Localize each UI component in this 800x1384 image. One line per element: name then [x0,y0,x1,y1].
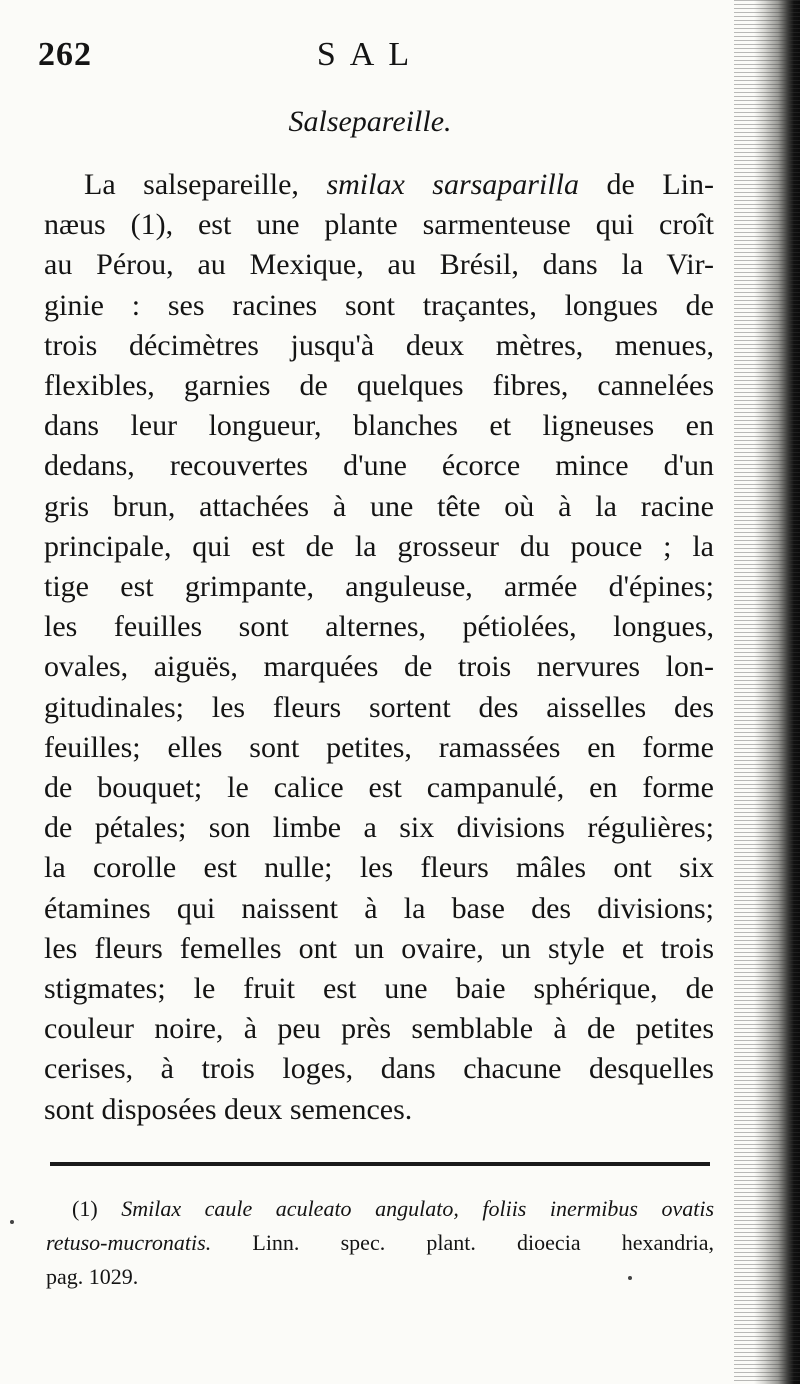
text-run: gris brun, attachées à une tête où à la racine [44,489,714,523]
text-run: étamines qui naissent à la base des divisions; [44,891,714,925]
body-line [44,889,714,929]
text-run: au Pérou, au Mexique, au Brésil, dans la Vir- [44,248,714,282]
text-run: sont disposées deux semences. [44,1092,413,1126]
body-line [44,527,714,567]
text-run: cerises, à trois loges, dans chacune desquelles [44,1052,714,1086]
footnote-line [46,1192,714,1226]
body-line [44,969,714,1009]
text-run: de Lin- [579,168,715,201]
body-line [44,165,714,205]
body-line [44,607,714,647]
body-line [44,848,714,888]
body-line [44,728,714,768]
section-title: Salsepareille. [288,105,452,138]
footnote-separator-rule [50,1162,710,1166]
print-speck [628,1276,632,1280]
body-line [44,1090,714,1130]
text-run: ovales, aiguës, marquées de trois nervures lon- [44,650,714,684]
body-line [44,808,714,848]
body-line [44,406,714,446]
italic-text: smilax sarsaparilla [326,168,579,201]
book-binding-edge [734,0,800,1384]
text-run: (1) [72,1196,122,1221]
footnote [46,1192,714,1294]
body-line [44,567,714,607]
page-number: 262 [38,36,92,73]
text-run: Linn. spec. plant. dioecia hexandria, [211,1230,714,1255]
text-run: de pétales; son limbe a six divisions régulières; [44,811,714,845]
text-run: stigmates; le fruit est une baie sphérique, de [44,972,714,1006]
print-speck [10,1220,14,1224]
text-run: La salsepareille, [84,168,327,201]
text-run: les fleurs femelles ont un ovaire, un style et trois [44,931,714,965]
text-run: trois décimètres jusqu'à deux mètres, menues, [44,328,714,362]
text-run: næus (1), est une plante sarmenteuse qui croît [44,208,714,242]
italic-text: retuso-mucronatis. [46,1230,212,1255]
text-run: les feuilles sont alternes, pétiolées, longues, [44,610,714,644]
text-run: dedans, recouvertes d'une écorce mince d'un [44,449,714,483]
text-run: principale, qui est de la grosseur du pouce ; la [44,529,714,563]
text-run: dans leur longueur, blanches et ligneuses en [44,409,714,443]
body-line [44,487,714,527]
body-line [44,1049,714,1089]
text-run: ginie : ses racines sont traçantes, longues de [44,288,714,322]
body-line [44,768,714,808]
text-run: la corolle est nulle; les fleurs mâles ont six [44,851,714,885]
body-line [44,205,714,245]
body-line [44,1009,714,1049]
body-line [44,326,714,366]
italic-text: Smilax caule aculeato angulato, foliis inermibus ovatis [121,1196,715,1221]
footnote-line [46,1260,714,1294]
running-head: SAL [316,36,424,73]
text-run: de bouquet; le calice est campanulé, en forme [44,771,714,805]
body-line [44,366,714,406]
body-line [44,929,714,969]
text-run: gitudinales; les fleurs sortent des aisselles des [44,690,714,724]
footnote-line [46,1226,714,1260]
body-line [44,446,714,486]
body-line [44,286,714,326]
body-line [44,245,714,285]
text-run: feuilles; elles sont petites, ramassées en forme [44,730,714,764]
text-run: tige est grimpante, anguleuse, armée d'épines; [44,570,714,604]
body-line [44,688,714,728]
body-line [44,647,714,687]
text-run: flexibles, garnies de quelques fibres, cannelées [44,369,714,403]
body-paragraph [44,165,714,1130]
text-run: pag. 1029. [46,1264,139,1289]
text-run: couleur noire, à peu près semblable à de petites [44,1012,714,1046]
